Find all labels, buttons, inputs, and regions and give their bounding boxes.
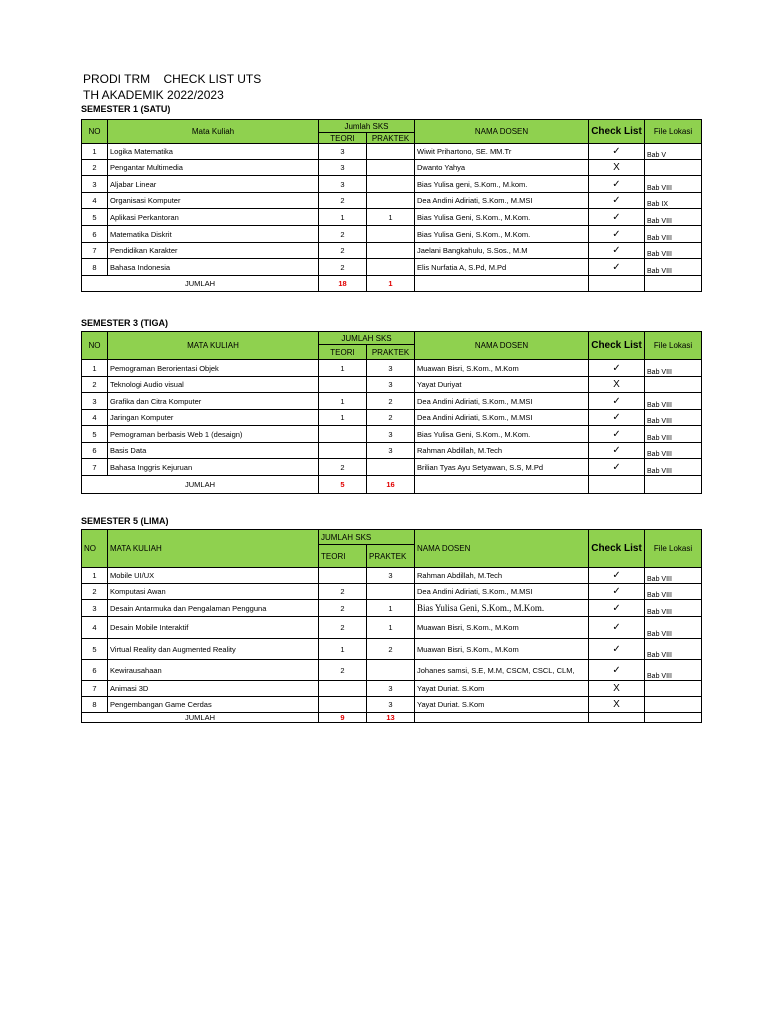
teori-sks: 2 — [319, 660, 367, 681]
teori-sks: 2 — [319, 193, 367, 209]
course-name: Virtual Reality dan Augmented Reality — [108, 639, 319, 660]
total-label: JUMLAH — [82, 276, 319, 292]
table-row — [82, 360, 702, 377]
praktek-sks: 3 — [367, 697, 415, 713]
file-location: Bab VIII — [645, 660, 702, 681]
col-header-jumlah-sks: Jumlah SKS — [319, 120, 415, 133]
teori-sks: 2 — [319, 243, 367, 259]
col-header-no: NO — [82, 530, 108, 568]
lecturer-name: Brilian Tyas Ayu Setyawan, S.S, M.Pd — [415, 459, 589, 476]
lecturer-name: Muawan Bisri, S.Kom., M.Kom — [415, 639, 589, 660]
praktek-sks — [367, 259, 415, 276]
course-name: Kewirausahaan — [108, 660, 319, 681]
col-header-check-list: Check List — [589, 120, 645, 144]
row-number: 8 — [82, 697, 108, 713]
col-header-mata-kuliah: Mata Kuliah — [108, 120, 319, 144]
lecturer-name: Dea Andini Adiriati, S.Kom., M.MSI — [415, 393, 589, 410]
course-name: Jaringan Komputer — [108, 410, 319, 426]
row-number: 5 — [82, 639, 108, 660]
course-name: Komputasi Awan — [108, 584, 319, 600]
col-header-file-lokasi: File Lokasi — [645, 332, 702, 360]
check-mark: ✓ — [589, 660, 645, 681]
file-location — [645, 681, 702, 697]
praktek-sks — [367, 584, 415, 600]
semester-table — [81, 119, 702, 292]
file-location: Bab VIII — [645, 176, 702, 193]
lecturer-name: Johanes samsi, S.E, M.M, CSCM, CSCL, CLM, — [415, 660, 589, 681]
check-mark: ✓ — [589, 568, 645, 584]
total-label: JUMLAH — [82, 476, 319, 494]
col-header-no: NO — [82, 332, 108, 360]
course-name: Aplikasi Perkantoran — [108, 209, 319, 226]
table-row — [82, 226, 702, 243]
col-header-teori: TEORI — [319, 545, 367, 568]
course-name: Bahasa Inggris Kejuruan — [108, 459, 319, 476]
teori-sks: 2 — [319, 259, 367, 276]
table-row — [82, 243, 702, 259]
course-name: Pemograman berbasis Web 1 (desaign) — [108, 426, 319, 443]
check-mark: ✓ — [589, 144, 645, 160]
lecturer-name: Yayat Duriyat — [415, 377, 589, 393]
teori-sks — [319, 681, 367, 697]
praktek-sks: 1 — [367, 617, 415, 639]
col-header-jumlah-sks: JUMLAH SKS — [319, 530, 415, 545]
empty-cell — [645, 276, 702, 292]
check-mark: ✓ — [589, 360, 645, 377]
check-mark: ✓ — [589, 617, 645, 639]
table-row — [82, 459, 702, 476]
row-number: 1 — [82, 144, 108, 160]
praktek-sks — [367, 160, 415, 176]
teori-sks — [319, 697, 367, 713]
file-location: Bab VIII — [645, 243, 702, 259]
empty-cell — [415, 476, 589, 494]
teori-sks: 2 — [319, 617, 367, 639]
course-name: Basis Data — [108, 443, 319, 459]
total-teori: 18 — [319, 276, 367, 292]
empty-cell — [589, 713, 645, 723]
lecturer-name: Wiwit Prihartono, SE. MM.Tr — [415, 144, 589, 160]
col-header-jumlah-sks: JUMLAH SKS — [319, 332, 415, 345]
table-row — [82, 697, 702, 713]
praktek-sks: 2 — [367, 639, 415, 660]
check-mark: X — [589, 377, 645, 393]
course-name: Mobile UI/UX — [108, 568, 319, 584]
row-number: 1 — [82, 568, 108, 584]
row-number: 4 — [82, 617, 108, 639]
file-location: Bab V — [645, 144, 702, 160]
file-location: Bab VIII — [645, 617, 702, 639]
file-location: Bab VIII — [645, 443, 702, 459]
lecturer-name: Jaelani Bangkahulu, S.Sos., M.M — [415, 243, 589, 259]
row-number: 2 — [82, 160, 108, 176]
file-location: Bab IX — [645, 193, 702, 209]
lecturer-name: Yayat Duriat. S.Kom — [415, 697, 589, 713]
check-mark: ✓ — [589, 584, 645, 600]
course-name: Pendidikan Karakter — [108, 243, 319, 259]
praktek-sks — [367, 459, 415, 476]
empty-cell — [645, 713, 702, 723]
col-header-praktek: PRAKTEK — [367, 133, 415, 144]
col-header-file-lokasi: File Lokasi — [645, 530, 702, 568]
col-header-teori: TEORI — [319, 133, 367, 144]
table-row — [82, 393, 702, 410]
table-row — [82, 568, 702, 584]
lecturer-name: Dwanto Yahya — [415, 160, 589, 176]
teori-sks: 2 — [319, 459, 367, 476]
praktek-sks — [367, 144, 415, 160]
lecturer-name: Dea Andini Adiriati, S.Kom., M.MSI — [415, 193, 589, 209]
praktek-sks: 3 — [367, 443, 415, 459]
total-praktek: 1 — [367, 276, 415, 292]
header-line1: PRODI TRM CHECK LIST UTS — [83, 72, 262, 86]
check-mark: X — [589, 681, 645, 697]
row-number: 7 — [82, 681, 108, 697]
check-mark: X — [589, 697, 645, 713]
teori-sks: 1 — [319, 410, 367, 426]
lecturer-name: Bias Yulisa Geni, S.Kom., M.Kom. — [415, 209, 589, 226]
check-mark: X — [589, 160, 645, 176]
row-number: 6 — [82, 443, 108, 459]
teori-sks: 1 — [319, 393, 367, 410]
col-header-praktek: PRAKTEK — [367, 345, 415, 360]
table-row — [82, 259, 702, 276]
teori-sks: 1 — [319, 639, 367, 660]
total-teori: 5 — [319, 476, 367, 494]
table-row — [82, 426, 702, 443]
empty-cell — [645, 476, 702, 494]
course-name: Aljabar Linear — [108, 176, 319, 193]
table-row — [82, 600, 702, 617]
course-name: Teknologi Audio visual — [108, 377, 319, 393]
semester-title: SEMESTER 3 (TIGA) — [81, 318, 169, 328]
check-mark: ✓ — [589, 639, 645, 660]
course-name: Matematika Diskrit — [108, 226, 319, 243]
semester-title: SEMESTER 1 (SATU) — [81, 104, 171, 114]
row-number: 4 — [82, 193, 108, 209]
row-number: 6 — [82, 226, 108, 243]
praktek-sks: 3 — [367, 377, 415, 393]
praktek-sks: 2 — [367, 393, 415, 410]
lecturer-name: Dea Andini Adiriati, S.Kom., M.MSI — [415, 410, 589, 426]
col-header-no: NO — [82, 120, 108, 144]
teori-sks: 2 — [319, 584, 367, 600]
lecturer-name: Dea Andini Adiriati, S.Kom., M.MSI — [415, 584, 589, 600]
row-number: 5 — [82, 426, 108, 443]
praktek-sks: 1 — [367, 600, 415, 617]
row-number: 5 — [82, 209, 108, 226]
file-location: Bab VIII — [645, 259, 702, 276]
row-number: 3 — [82, 600, 108, 617]
row-number: 7 — [82, 459, 108, 476]
file-location — [645, 697, 702, 713]
lecturer-name: Rahman Abdillah, M.Tech — [415, 443, 589, 459]
row-number: 8 — [82, 259, 108, 276]
check-mark: ✓ — [589, 426, 645, 443]
table-row — [82, 660, 702, 681]
semester-table — [81, 331, 702, 494]
praktek-sks — [367, 226, 415, 243]
file-location: Bab VIII — [645, 393, 702, 410]
check-mark: ✓ — [589, 443, 645, 459]
file-location: Bab VIII — [645, 639, 702, 660]
lecturer-name: Bias Yulisa Geni, S.Kom., M.Kom. — [415, 600, 589, 617]
col-header-mata-kuliah: MATA KULIAH — [108, 332, 319, 360]
col-header-mata-kuliah: MATA KULIAH — [108, 530, 319, 568]
lecturer-name: Bias Yulisa Geni, S.Kom., M.Kom. — [415, 426, 589, 443]
teori-sks: 2 — [319, 226, 367, 243]
row-number: 2 — [82, 584, 108, 600]
row-number: 2 — [82, 377, 108, 393]
course-name: Bahasa Indonesia — [108, 259, 319, 276]
file-location: Bab VIII — [645, 426, 702, 443]
file-location: Bab VIII — [645, 568, 702, 584]
table-row — [82, 681, 702, 697]
empty-cell — [589, 476, 645, 494]
header-line2: TH AKADEMIK 2022/2023 — [83, 88, 224, 102]
teori-sks: 2 — [319, 600, 367, 617]
col-header-teori: TEORI — [319, 345, 367, 360]
check-mark: ✓ — [589, 209, 645, 226]
course-name: Pemograman Berorientasi Objek — [108, 360, 319, 377]
col-header-praktek: PRAKTEK — [367, 545, 415, 568]
table-row — [82, 443, 702, 459]
col-header-nama-dosen: NAMA DOSEN — [415, 332, 589, 360]
praktek-sks: 3 — [367, 360, 415, 377]
praktek-sks: 3 — [367, 568, 415, 584]
praktek-sks — [367, 243, 415, 259]
table-row — [82, 144, 702, 160]
empty-cell — [415, 713, 589, 723]
empty-cell — [415, 276, 589, 292]
check-mark: ✓ — [589, 243, 645, 259]
praktek-sks — [367, 193, 415, 209]
teori-sks — [319, 443, 367, 459]
praktek-sks: 3 — [367, 681, 415, 697]
row-number: 1 — [82, 360, 108, 377]
praktek-sks: 2 — [367, 410, 415, 426]
table-row — [82, 639, 702, 660]
check-mark: ✓ — [589, 226, 645, 243]
course-name: Pengantar Multimedia — [108, 160, 319, 176]
file-location: Bab VIII — [645, 600, 702, 617]
table-row — [82, 193, 702, 209]
check-mark: ✓ — [589, 393, 645, 410]
file-location: Bab VIII — [645, 410, 702, 426]
check-mark: ✓ — [589, 410, 645, 426]
teori-sks — [319, 377, 367, 393]
table-row — [82, 617, 702, 639]
file-location: Bab VIII — [645, 209, 702, 226]
file-location — [645, 377, 702, 393]
table-row — [82, 377, 702, 393]
row-number: 6 — [82, 660, 108, 681]
lecturer-name: Bias Yulisa Geni, S.Kom., M.Kom. — [415, 226, 589, 243]
course-name: Desain Mobile Interaktif — [108, 617, 319, 639]
empty-cell — [589, 276, 645, 292]
course-name: Desain Antarmuka dan Pengalaman Pengguna — [108, 600, 319, 617]
course-name: Pengembangan Game Cerdas — [108, 697, 319, 713]
col-header-nama-dosen: NAMA DOSEN — [415, 530, 589, 568]
col-header-check-list: Check List — [589, 530, 645, 568]
praktek-sks: 3 — [367, 426, 415, 443]
teori-sks: 3 — [319, 144, 367, 160]
check-mark: ✓ — [589, 176, 645, 193]
semester-title: SEMESTER 5 (LIMA) — [81, 516, 169, 526]
check-mark: ✓ — [589, 193, 645, 209]
table-row — [82, 209, 702, 226]
total-row — [82, 713, 702, 723]
lecturer-name: Muawan Bisri, S.Kom., M.Kom — [415, 617, 589, 639]
total-row — [82, 476, 702, 494]
teori-sks: 3 — [319, 176, 367, 193]
praktek-sks — [367, 176, 415, 193]
total-praktek: 16 — [367, 476, 415, 494]
course-name: Animasi 3D — [108, 681, 319, 697]
teori-sks — [319, 426, 367, 443]
file-location: Bab VIII — [645, 360, 702, 377]
file-location: Bab VIII — [645, 226, 702, 243]
lecturer-name: Bias Yulisa geni, S.Kom., M.kom. — [415, 176, 589, 193]
teori-sks: 1 — [319, 209, 367, 226]
praktek-sks: 1 — [367, 209, 415, 226]
table-row — [82, 176, 702, 193]
course-name: Organisasi Komputer — [108, 193, 319, 209]
teori-sks: 1 — [319, 360, 367, 377]
lecturer-name: Muawan Bisri, S.Kom., M.Kom — [415, 360, 589, 377]
teori-sks — [319, 568, 367, 584]
check-mark: ✓ — [589, 259, 645, 276]
total-teori: 9 — [319, 713, 367, 723]
table-row — [82, 160, 702, 176]
row-number: 7 — [82, 243, 108, 259]
total-label: JUMLAH — [82, 713, 319, 723]
table-row — [82, 584, 702, 600]
lecturer-name: Yayat Duriat. S.Kom — [415, 681, 589, 697]
file-location — [645, 160, 702, 176]
lecturer-name: Elis Nurfatia A, S.Pd, M.Pd — [415, 259, 589, 276]
semester-table — [81, 529, 702, 723]
col-header-nama-dosen: NAMA DOSEN — [415, 120, 589, 144]
col-header-file-lokasi: File Lokasi — [645, 120, 702, 144]
check-mark: ✓ — [589, 459, 645, 476]
praktek-sks — [367, 660, 415, 681]
check-mark: ✓ — [589, 600, 645, 617]
col-header-check-list: Check List — [589, 332, 645, 360]
row-number: 3 — [82, 176, 108, 193]
file-location: Bab VIII — [645, 459, 702, 476]
course-name: Logika Matematika — [108, 144, 319, 160]
lecturer-name: Rahman Abdillah, M.Tech — [415, 568, 589, 584]
teori-sks: 3 — [319, 160, 367, 176]
table-row — [82, 410, 702, 426]
total-row — [82, 276, 702, 292]
row-number: 3 — [82, 393, 108, 410]
total-praktek: 13 — [367, 713, 415, 723]
file-location: Bab VIII — [645, 584, 702, 600]
course-name: Grafika dan Citra Komputer — [108, 393, 319, 410]
row-number: 4 — [82, 410, 108, 426]
